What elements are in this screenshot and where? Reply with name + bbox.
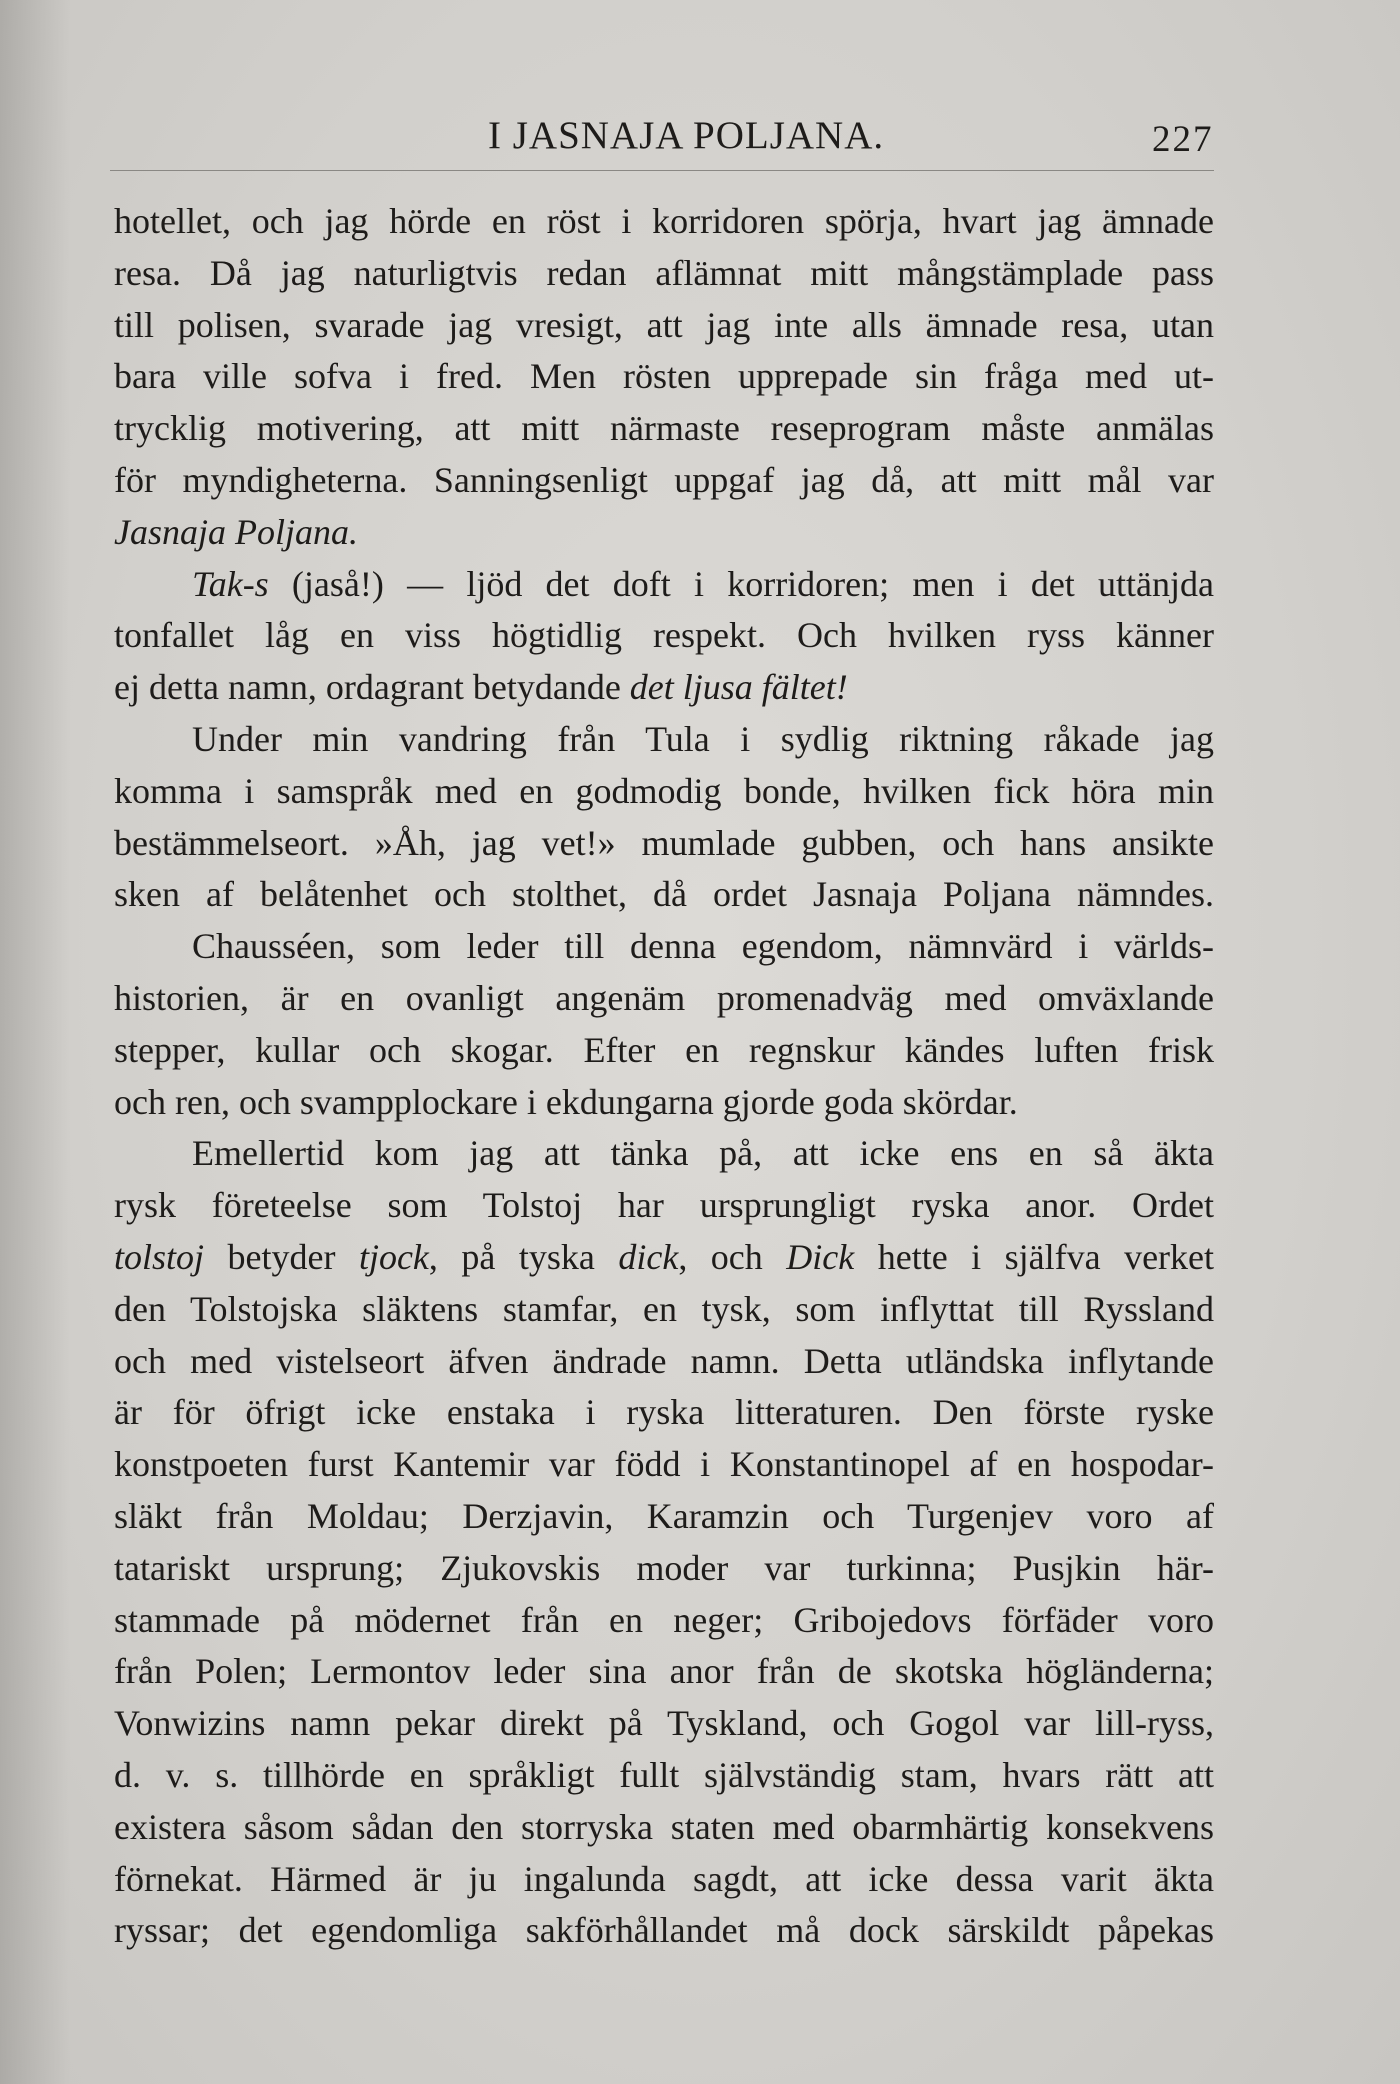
page-number: 227 [1152, 119, 1214, 160]
text-line: komma i samspråk med en godmodig bonde, hvilken fick höra min [114, 770, 1214, 811]
text-line: från Polen; Lermontov leder sina anor från de skotska högländerna; [114, 1651, 1214, 1692]
running-title: I JASNAJA POLJANA. [488, 114, 885, 157]
text-line: resa. Då jag naturligtvis redan aflämnat mitt mångstämplade pass [114, 252, 1214, 293]
text-line: Vonwizins namn pekar direkt på Tyskland, och Gogol var lill-ryss, [114, 1703, 1214, 1744]
header-rule [110, 170, 1214, 171]
text-line: Under min vandring från Tula i sydlig riktning råkade jag [192, 718, 1214, 759]
text-line: bestämmelseort. »Åh, jag vet!» mumlade gubben, och hans ansikte [114, 822, 1214, 863]
text-line: och med vistelseort äfven ändrade namn. Detta utländska inflytande [114, 1340, 1214, 1381]
text-line: tonfallet låg en viss högtidlig respekt. Och hvilken ryss känner [114, 615, 1214, 656]
text-line: tolstoj betyder tjock, på tyska dick, och Dick hette i själfva verket [114, 1236, 1215, 1277]
text-line: existera såsom sådan den storryska staten med obarmhärtig konsekvens [114, 1806, 1214, 1847]
text-line: ej detta namn, ordagrant betydande det ljusa fältet! [114, 667, 848, 708]
text-line: till polisen, svarade jag vresigt, att jag inte alls ämnade resa, utan [114, 304, 1214, 345]
text-line: d. v. s. tillhörde en språkligt fullt självständig stam, hvars rätt att [114, 1754, 1214, 1795]
text-line: tatariskt ursprung; Zjukovskis moder var turkinna; Pusjkin här- [114, 1547, 1214, 1588]
text-line: Tak-s (jaså!) — ljöd det doft i korridoren; men i det uttänjda [192, 563, 1214, 604]
text-line: Chausséen, som leder till denna egendom, nämnvärd i världs- [192, 926, 1214, 967]
text-line: stepper, kullar och skogar. Efter en regnskur kändes luften frisk [114, 1029, 1214, 1070]
text-line: historien, är en ovanligt angenäm promenadväg med omväxlande [114, 977, 1214, 1018]
text-line: för myndigheterna. Sanningsenligt uppgaf jag då, att mitt mål var [114, 459, 1214, 500]
text-line: hotellet, och jag hörde en röst i korridoren spörja, hvart jag ämnade [114, 201, 1214, 241]
text-line: stammade på mödernet från en neger; Gribojedovs förfäder voro [114, 1599, 1214, 1640]
text-line: sken af belåtenhet och stolthet, då ordet Jasnaja Poljana nämndes. [114, 874, 1214, 915]
text-line: Jasnaja Poljana. [114, 511, 358, 552]
text-line: och ren, och svampplockare i ekdungarna gjorde goda skördar. [114, 1081, 1018, 1122]
running-head [0, 108, 1400, 168]
text-line: bara ville sofva i fred. Men rösten upprepade sin fråga med ut- [114, 356, 1214, 397]
body-text [114, 196, 1214, 1957]
text-line: är för öfrigt icke enstaka i ryska litteraturen. Den förste ryske [114, 1392, 1214, 1433]
text-line: förnekat. Härmed är ju ingalunda sagdt, att icke dessa varit äkta [114, 1858, 1214, 1899]
text-line: ryssar; det egendomliga sakförhållandet må dock särskildt påpekas [114, 1910, 1214, 1951]
text-line: Emellertid kom jag att tänka på, att icke ens en så äkta [192, 1133, 1214, 1174]
binding-shadow [0, 0, 70, 2084]
text-line: släkt från Moldau; Derzjavin, Karamzin och Turgenjev voro af [114, 1495, 1214, 1536]
text-line: trycklig motivering, att mitt närmaste reseprogram måste anmälas [114, 408, 1214, 449]
text-line: den Tolstojska släktens stamfar, en tysk, som inflyttat till Ryssland [114, 1288, 1214, 1329]
text-line: rysk företeelse som Tolstoj har ursprungligt ryska anor. Ordet [114, 1185, 1214, 1226]
text-line: konstpoeten furst Kantemir var född i Konstantinopel af en hospodar- [114, 1444, 1214, 1485]
